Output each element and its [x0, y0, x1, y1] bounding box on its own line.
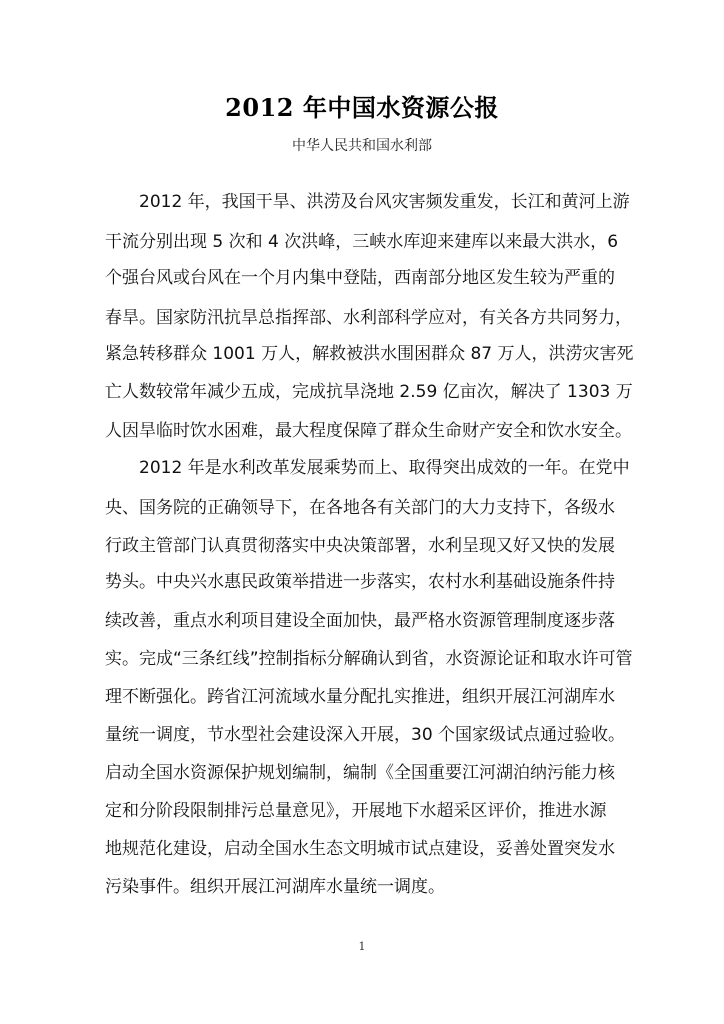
- body-text-line: 污染事件。组织开展江河湖库水量统一调度。: [105, 877, 445, 897]
- document-title: 2012 年中国水资源公报: [225, 93, 499, 122]
- body-text-line: 干流分别出现 5 次和 4 次洪峰，三峡水库迎来建库以来最大洪水，6: [105, 232, 619, 252]
- body-text-line: 人因旱临时饮水困难，最大程度保障了群众生命财产安全和饮水安全。: [105, 421, 632, 441]
- page-number: 1: [358, 940, 366, 953]
- body-text-line: 势头。中央兴水惠民政策举措进一步落实，农村水利基础设施条件持: [105, 572, 615, 592]
- body-text-line: 实。完成“三条红线”控制指标分解确认到省，水资源论证和取水许可管: [105, 649, 633, 669]
- body-text-line: 紧急转移群众 1001 万人，解救被洪水围困群众 87 万人，洪涝灾害死: [105, 344, 634, 364]
- issuing-authority: 中华人民共和国水利部: [292, 138, 432, 154]
- body-text-line: 定和分阶段限制排污总量意见》，开展地下水超采区评价，推进水源: [105, 801, 607, 821]
- body-text-line: 量统一调度，节水型社会建设深入开展，30 个国家级试点通过验收。: [105, 725, 626, 745]
- body-text-line: 2012 年，我国干旱、洪涝及台风灾害频发重发，长江和黄河上游: [105, 192, 630, 212]
- body-text-line: 续改善，重点水利项目建设全面加快，最严格水资源管理制度逐步落: [105, 611, 615, 631]
- body-text-line: 地规范化建设，启动全国水生态文明城市试点建设，妥善处置突发水: [105, 839, 615, 859]
- body-text-line: 理不断强化。跨省江河流域水量分配扎实推进，组织开展江河湖库水: [105, 687, 615, 707]
- body-text-line: 启动全国水资源保护规划编制，编制《全国重要江河湖泊纳污能力核: [105, 763, 615, 783]
- body-text-line: 春旱。国家防汛抗旱总指挥部、水利部科学应对，有关各方共同努力，: [105, 308, 632, 328]
- body-text-line: 行政主管部门认真贯彻落实中央决策部署，水利呈现又好又快的发展: [105, 536, 615, 556]
- body-text-line: 个强台风或台风在一个月内集中登陆，西南部分地区发生较为严重的: [105, 268, 615, 288]
- body-text-line: 2012 年是水利改革发展乘势而上、取得突出成效的一年。在党中: [105, 458, 630, 478]
- body-text-line: 央、国务院的正确领导下，在各地各有关部门的大力支持下，各级水: [105, 498, 615, 518]
- body-text-line: 亡人数较常年减少五成，完成抗旱浇地 2.59 亿亩次，解决了 1303 万: [105, 382, 633, 402]
